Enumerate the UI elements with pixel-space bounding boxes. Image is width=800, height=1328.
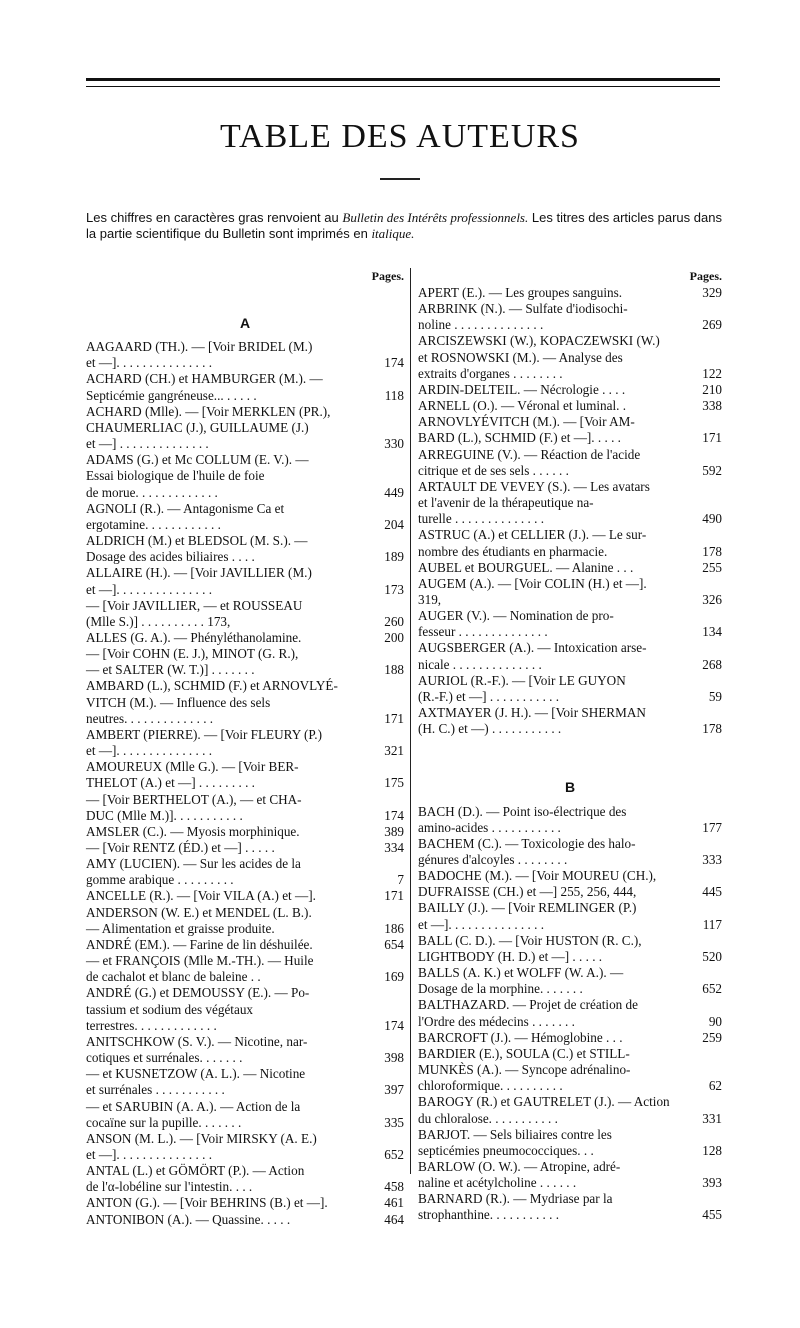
entry-line: BALTHAZARD. — Projet de création de <box>418 997 638 1013</box>
entry-page: 338 <box>702 398 722 414</box>
index-entry <box>86 792 404 824</box>
entry-line: — [Voir COHN (E. J.), MINOT (G. R.), <box>86 646 299 662</box>
index-entry <box>86 1212 404 1228</box>
top-rule-thick <box>86 78 720 81</box>
index-entry <box>418 333 722 381</box>
entry-line: Dosage de la morphine. . . . . . . <box>418 981 583 997</box>
index-entry <box>86 727 404 759</box>
entry-line: ARNOVLYÉVITCH (M.). — [Voir AM- <box>418 414 635 430</box>
entry-text <box>86 1163 362 1195</box>
entry-line: l'Ordre des médecins . . . . . . . <box>418 1013 575 1029</box>
entry-page: 90 <box>708 1013 722 1029</box>
entry-page: 186 <box>384 920 404 936</box>
entry-text <box>86 1195 362 1211</box>
entry-text <box>418 1046 680 1094</box>
index-entry <box>418 705 722 737</box>
entry-line: et ROSNOWSKI (M.). — Analyse des <box>418 349 623 365</box>
index-entry <box>418 527 722 559</box>
entry-line: noline . . . . . . . . . . . . . . <box>418 317 544 333</box>
index-entry <box>418 836 722 868</box>
entry-page: 268 <box>702 656 722 672</box>
entry-page: 326 <box>702 591 722 607</box>
entry-line: ALLES (G. A.). — Phényléthanolamine. <box>86 629 302 645</box>
entry-line: terrestres. . . . . . . . . . . . . <box>86 1017 217 1033</box>
entry-line: et —]. . . . . . . . . . . . . . . <box>86 1146 213 1162</box>
entry-line: — et SALTER (W. T.)] . . . . . . . <box>86 662 255 678</box>
entry-line: BARDIER (E.), SOULA (C.) et STILL- <box>418 1045 630 1061</box>
index-entry <box>418 576 722 608</box>
entry-line: BALLS (A. K.) et WOLFF (W. A.). — <box>418 965 624 981</box>
pages-header: Pages. <box>371 269 404 283</box>
entry-line: ANDRÉ (G.) et DEMOUSSY (E.). — Po- <box>86 985 310 1001</box>
index-entry <box>86 646 404 678</box>
entry-page: 122 <box>702 365 722 381</box>
intro-paragraph <box>86 210 722 242</box>
entry-line: AUGER (V.). — Nomination de pro- <box>418 608 614 624</box>
entry-line: — [Voir JAVILLIER, — et ROUSSEAU <box>86 597 303 613</box>
entry-line: AMBARD (L.), SCHMID (F.) et ARNOVLYÉ- <box>86 678 338 694</box>
entry-text <box>86 1131 362 1163</box>
index-entry <box>86 888 404 904</box>
entry-line: et l'avenir de la thérapeutique na- <box>418 495 594 511</box>
index-entry <box>418 479 722 527</box>
entry-line: — et FRANÇOIS (Mlle M.-TH.). — Huile <box>86 953 314 969</box>
right-column <box>418 268 722 1224</box>
entry-line: ANDERSON (W. E.) et MENDEL (L. B.). <box>86 904 312 920</box>
entry-text <box>86 501 362 533</box>
index-entry <box>86 598 404 630</box>
entry-line: ANITSCHKOW (S. V.). — Nicotine, nar- <box>86 1033 308 1049</box>
entry-page: 490 <box>702 511 722 527</box>
column-divider <box>410 268 411 1174</box>
entry-text <box>418 447 680 479</box>
entry-text <box>86 339 362 371</box>
entry-page: 321 <box>384 743 404 759</box>
entry-page: 188 <box>384 662 404 678</box>
entry-text <box>418 997 680 1029</box>
entry-line: fesseur . . . . . . . . . . . . . . <box>418 624 548 640</box>
entry-text <box>86 888 362 904</box>
entry-line: BACHEM (C.). — Toxicologie des halo- <box>418 835 636 851</box>
entry-line: BARLOW (O. W.). — Atropine, adré- <box>418 1158 621 1174</box>
index-entry <box>418 868 722 900</box>
entry-page: 171 <box>384 888 404 904</box>
entry-text <box>418 673 680 705</box>
entry-text <box>418 1159 680 1191</box>
entry-text <box>86 1212 362 1228</box>
entry-page: 173 <box>384 581 404 597</box>
index-sections <box>418 285 722 1224</box>
entry-text <box>86 1034 362 1066</box>
entry-text <box>418 414 680 446</box>
intro-text-1: Les chiffres en caractères gras renvoient au <box>86 210 339 225</box>
entry-line: BARJOT. — Sels biliaires contre les <box>418 1126 612 1142</box>
entry-text <box>86 630 362 646</box>
entry-line: de l'α-lobéline sur l'intestin. . . . <box>86 1179 253 1195</box>
entry-line: génures d'alcoyles . . . . . . . . <box>418 852 568 867</box>
entry-line: — [Voir RENTZ (ÉD.) et —] . . . . . <box>86 840 275 855</box>
entry-line: ARDIN-DELTEIL. — Nécrologie . . . . <box>418 381 626 397</box>
entry-line: DUFRAISSE (CH.) et —] 255, 256, 444, <box>418 884 637 900</box>
index-entry <box>418 933 722 965</box>
entry-text <box>418 965 680 997</box>
entry-text <box>418 560 680 576</box>
entry-line: cotiques et surrénales. . . . . . . <box>86 1050 243 1066</box>
entry-line: AGNOLI (R.). — Antagonisme Ca et <box>86 500 285 516</box>
entry-page: 200 <box>384 629 404 645</box>
entry-line: ARREGUINE (V.). — Réaction de l'acide <box>418 446 641 462</box>
entry-line: MUNKÈS (A.). — Syncope adrénalino- <box>418 1062 631 1078</box>
entry-line: AXTMAYER (J. H.). — [Voir SHERMAN <box>418 705 646 721</box>
entry-line: 319, <box>418 591 442 607</box>
entry-line: DUC (Mlle M.)]. . . . . . . . . . . <box>86 807 243 823</box>
index-sections <box>86 315 404 1228</box>
index-entry <box>418 382 722 398</box>
index-entry <box>418 285 722 301</box>
entry-text <box>86 598 362 630</box>
entry-line: nombre des étudiants en pharmacie. <box>418 543 608 559</box>
index-entry <box>86 1163 404 1195</box>
entry-line: cocaïne sur la pupille. . . . . . . <box>86 1114 242 1130</box>
entry-text <box>418 705 680 737</box>
entry-text <box>418 301 680 333</box>
entry-line: AUGSBERGER (A.). — Intoxication arse- <box>418 640 647 656</box>
entry-text <box>418 836 680 868</box>
entry-line: citrique et de ses sels . . . . . . <box>418 462 569 478</box>
entry-text <box>86 371 362 403</box>
entry-line: — et KUSNETZOW (A. L.). — Nicotine <box>86 1066 306 1082</box>
entry-text <box>418 576 680 608</box>
entry-line: ASTRUC (A.) et CELLIER (J.). — Le sur- <box>418 527 647 543</box>
entry-page: 177 <box>702 819 722 835</box>
entry-line: AMBERT (PIERRE). — [Voir FLEURY (P.) <box>86 726 322 742</box>
entry-page: 175 <box>384 775 404 791</box>
entry-page: 174 <box>384 1017 404 1033</box>
index-entry <box>418 804 722 836</box>
entry-line: LIGHTBODY (H. D.) et —] . . . . . <box>418 948 603 964</box>
pages-header: Pages. <box>689 269 722 283</box>
entry-page: 134 <box>702 624 722 640</box>
entry-text <box>418 1191 680 1223</box>
entry-text <box>418 640 680 672</box>
entry-text <box>418 382 680 398</box>
entry-line: VITCH (M.). — Influence des sels <box>86 694 271 710</box>
entry-line: ARNELL (O.). — Véronal et luminal. . <box>418 398 627 414</box>
entry-page: 329 <box>702 285 722 300</box>
entry-page: 654 <box>384 936 404 952</box>
entry-page: 445 <box>702 884 722 900</box>
entry-page: 330 <box>384 436 404 452</box>
entry-page: 174 <box>384 807 404 823</box>
entry-text <box>418 285 680 301</box>
entry-line: BARCROFT (J.). — Hémoglobine . . . <box>418 1029 623 1045</box>
entry-line: BAROGY (R.) et GAUTRELET (J.). — Action <box>418 1094 670 1110</box>
entry-line: Septicémie gangréneuse... . . . . . <box>86 387 257 403</box>
entry-line: du chloralose. . . . . . . . . . . <box>418 1110 558 1126</box>
intro-text-italic-2: italique. <box>371 226 415 241</box>
entry-line: ARBRINK (N.). — Sulfate d'iodisochi- <box>418 301 628 317</box>
index-entry <box>86 985 404 1033</box>
entry-page: 210 <box>702 381 722 397</box>
entry-text <box>418 398 680 414</box>
entry-page: 461 <box>384 1195 404 1211</box>
entry-line: ergotamine. . . . . . . . . . . . <box>86 516 221 532</box>
index-entry <box>86 452 404 500</box>
index-entry <box>418 900 722 932</box>
entry-page: 204 <box>384 516 404 532</box>
entry-line: gomme arabique . . . . . . . . . <box>86 872 234 888</box>
entry-line: Dosage des acides biliaires . . . . <box>86 549 255 565</box>
index-entry <box>86 1066 404 1098</box>
entry-line: et —]. . . . . . . . . . . . . . . <box>86 355 213 371</box>
index-entry <box>418 560 722 576</box>
entry-page: 331 <box>702 1110 722 1126</box>
entry-text <box>418 804 680 836</box>
entry-line: ANDRÉ (EM.). — Farine de lin déshuilée. <box>86 936 313 952</box>
entry-page: 118 <box>384 387 404 403</box>
section-letter: B <box>564 779 576 796</box>
index-entry <box>86 339 404 371</box>
entry-line: AMOUREUX (Mlle G.). — [Voir BER- <box>86 759 299 775</box>
entry-text <box>418 1094 680 1126</box>
entry-line: septicémies pneumococciques. . . <box>418 1142 594 1158</box>
entry-line: chloroformique. . . . . . . . . . <box>418 1078 563 1094</box>
entry-text <box>86 404 362 452</box>
entry-page: 464 <box>384 1211 404 1227</box>
index-entry <box>86 630 404 646</box>
entry-text <box>418 479 680 527</box>
entry-line: (H. C.) et —) . . . . . . . . . . . <box>418 721 562 737</box>
entry-page: 449 <box>384 484 404 500</box>
entry-line: ANTAL (L.) et GÖMÖRT (P.). — Action <box>86 1163 305 1179</box>
entry-line: ADAMS (G.) et Mc COLLUM (E. V.). — <box>86 452 309 468</box>
entry-line: strophanthine. . . . . . . . . . . <box>418 1207 560 1223</box>
page-title: TABLE DES AUTEURS <box>220 118 580 155</box>
entry-page: 393 <box>702 1175 722 1191</box>
entry-page: 171 <box>384 710 404 726</box>
index-entry <box>86 371 404 403</box>
entry-line: naline et acétylcholine . . . . . . <box>418 1175 577 1191</box>
entry-line: (Mlle S.)] . . . . . . . . . . 173, <box>86 613 231 629</box>
entry-text <box>418 933 680 965</box>
entry-text <box>86 1066 362 1098</box>
entry-line: ARCISZEWSKI (W.), KOPACZEWSKI (W.) <box>418 333 660 349</box>
index-entry <box>418 1159 722 1191</box>
entry-text <box>86 824 362 840</box>
section-letter: A <box>239 315 251 331</box>
entry-line: BALL (C. D.). — [Voir HUSTON (R. C.), <box>418 932 642 948</box>
entry-line: BADOCHE (M.). — [Voir MOUREU (CH.), <box>418 868 657 884</box>
entry-page: 178 <box>702 721 722 737</box>
entry-line: ARTAULT DE VEVEY (S.). — Les avatars <box>418 478 650 494</box>
index-entry <box>86 678 404 726</box>
entry-line: — Alimentation et graisse produite. <box>86 920 275 936</box>
index-entry <box>86 565 404 597</box>
entry-text <box>418 608 680 640</box>
entry-text <box>86 565 362 597</box>
entry-line: tassium et sodium des végétaux <box>86 1001 254 1017</box>
entry-text <box>86 856 362 888</box>
entry-text <box>418 900 680 932</box>
entry-text <box>86 727 362 759</box>
index-entry <box>418 1127 722 1159</box>
entry-page: 592 <box>702 462 722 478</box>
index-entry <box>418 997 722 1029</box>
entry-line: ALDRICH (M.) et BLEDSOL (M. S.). — <box>86 533 308 549</box>
entry-line: et —]. . . . . . . . . . . . . . . <box>86 581 213 597</box>
entry-line: neutres. . . . . . . . . . . . . . <box>86 710 214 726</box>
entry-page: 260 <box>384 613 404 629</box>
index-entry <box>418 398 722 414</box>
entry-page: 178 <box>702 543 722 559</box>
index-entry <box>86 824 404 840</box>
index-entry <box>418 965 722 997</box>
entry-page: 189 <box>384 549 404 565</box>
entry-page: 333 <box>702 852 722 867</box>
index-entry <box>86 501 404 533</box>
index-entry <box>418 640 722 672</box>
entry-line: BACH (D.). — Point iso-électrique des <box>418 803 627 819</box>
entry-line: AMY (LUCIEN). — Sur les acides de la <box>86 856 301 872</box>
index-entry <box>418 1094 722 1126</box>
index-entry <box>86 759 404 791</box>
index-entry <box>418 1191 722 1223</box>
left-column <box>86 268 404 1228</box>
index-entry <box>86 1131 404 1163</box>
entry-line: CHAUMERLIAC (J.), GUILLAUME (J.) <box>86 419 309 435</box>
entry-text <box>86 937 362 953</box>
entry-page: 458 <box>384 1179 404 1195</box>
entry-line: AURIOL (R.-F.). — [Voir LE GUYON <box>418 672 626 688</box>
entry-page: 117 <box>702 916 722 932</box>
entry-line: turelle . . . . . . . . . . . . . . <box>418 511 544 527</box>
entry-line: extraits d'organes . . . . . . . . <box>418 365 563 381</box>
entry-line: ANSON (M. L.). — [Voir MIRSKY (A. E.) <box>86 1130 317 1146</box>
entry-line: BAILLY (J.). — [Voir REMLINGER (P.) <box>418 900 637 916</box>
index-entry <box>86 533 404 565</box>
entry-line: de cachalot et blanc de baleine . . <box>86 969 261 985</box>
index-entry <box>86 905 404 937</box>
entry-line: AAGAARD (TH.). — [Voir BRIDEL (M.) <box>86 339 313 355</box>
index-entry <box>86 840 404 856</box>
entry-page: 455 <box>702 1207 722 1223</box>
entry-line: nicale . . . . . . . . . . . . . . <box>418 656 542 672</box>
entry-line: ALLAIRE (H.). — [Voir JAVILLIER (M.) <box>86 565 312 581</box>
entry-line: et surrénales . . . . . . . . . . . <box>86 1082 225 1098</box>
entry-page: 520 <box>702 948 722 964</box>
entry-line: et —]. . . . . . . . . . . . . . . <box>86 743 213 759</box>
entry-line: ACHARD (CH.) et HAMBURGER (M.). — <box>86 371 323 387</box>
entry-line: THELOT (A.) et —] . . . . . . . . . <box>86 775 255 791</box>
entry-line: — [Voir BERTHELOT (A.), — et CHA- <box>86 791 302 807</box>
entry-page: 398 <box>384 1050 404 1066</box>
entry-text <box>86 678 362 726</box>
entry-text <box>418 333 680 381</box>
entry-line: BARNARD (R.). — Mydriase par la <box>418 1191 613 1207</box>
entry-text <box>418 868 680 900</box>
entry-line: AMSLER (C.). — Myosis morphinique. <box>86 823 300 839</box>
top-rule-thin <box>86 86 720 87</box>
entry-text <box>86 905 362 937</box>
index-entry <box>86 1034 404 1066</box>
entry-page: 652 <box>384 1146 404 1162</box>
entry-text <box>86 953 362 985</box>
index-entry <box>418 608 722 640</box>
entry-text <box>86 985 362 1033</box>
entry-line: et —]. . . . . . . . . . . . . . . <box>418 916 545 932</box>
entry-line: AUGEM (A.). — [Voir COLIN (H.) et —]. <box>418 575 647 591</box>
index-entry <box>86 1195 404 1211</box>
entry-page: 7 <box>397 872 404 888</box>
entry-page: 255 <box>702 559 722 575</box>
index-entry <box>418 673 722 705</box>
entry-text <box>86 452 362 500</box>
entry-line: ANCELLE (R.). — [Voir VILA (A.) et —]. <box>86 888 316 904</box>
intro-text-italic: Bulletin des Intérêts professionnels. <box>342 210 529 225</box>
entry-line: Essai biologique de l'huile de foie <box>86 468 265 484</box>
index-entry <box>86 856 404 888</box>
entry-text <box>418 1030 680 1046</box>
index-entry <box>418 301 722 333</box>
entry-page: 335 <box>384 1114 404 1130</box>
index-entry <box>418 1046 722 1094</box>
index-entry <box>86 937 404 953</box>
index-entry <box>418 1030 722 1046</box>
intro-text-2: Les titres des articles parus dans la partie scientifique du Bulletin sont imprimés en <box>86 210 722 241</box>
entry-line: AUBEL et BOURGUEL. — Alanine . . . <box>418 559 634 575</box>
entry-text <box>418 1127 680 1159</box>
entry-page: 397 <box>384 1082 404 1098</box>
index-entry <box>86 953 404 985</box>
entry-page: 389 <box>384 823 404 839</box>
entry-page: 169 <box>384 969 404 985</box>
title-ornament <box>380 178 420 180</box>
entry-text <box>86 792 362 824</box>
entry-text <box>86 759 362 791</box>
entry-line: (R.-F.) et —] . . . . . . . . . . . <box>418 688 560 704</box>
entry-page: 171 <box>702 430 722 446</box>
entry-page: 259 <box>702 1029 722 1045</box>
entry-line: ANTON (G.). — [Voir BEHRINS (B.) et —]. <box>86 1195 328 1211</box>
entry-line: — et SARUBIN (A. A.). — Action de la <box>86 1098 301 1114</box>
entry-text <box>86 646 362 678</box>
entry-line: et —] . . . . . . . . . . . . . . <box>86 436 209 452</box>
entry-page: 652 <box>702 981 722 997</box>
entry-line: ANTONIBON (A.). — Quassine. . . . . <box>86 1211 291 1227</box>
entry-line: BARD (L.), SCHMID (F.) et —]. . . . . <box>418 430 621 446</box>
entry-page: 334 <box>384 840 404 855</box>
index-entry <box>418 447 722 479</box>
index-entry <box>86 1099 404 1131</box>
entry-page: 174 <box>384 355 404 371</box>
entry-line: amino-acides . . . . . . . . . . . <box>418 819 561 835</box>
entry-page: 62 <box>708 1078 722 1094</box>
index-entry <box>86 404 404 452</box>
entry-text <box>418 527 680 559</box>
entry-page: 59 <box>708 688 722 704</box>
entry-text <box>86 1099 362 1131</box>
entry-page: 128 <box>702 1142 722 1158</box>
entry-line: de morue. . . . . . . . . . . . . <box>86 484 218 500</box>
index-entry <box>418 414 722 446</box>
entry-line: ACHARD (Mlle). — [Voir MERKLEN (PR.), <box>86 403 331 419</box>
entry-text <box>86 533 362 565</box>
entry-text <box>86 840 362 856</box>
entry-line: APERT (E.). — Les groupes sanguins. <box>418 285 623 300</box>
entry-page: 269 <box>702 317 722 333</box>
